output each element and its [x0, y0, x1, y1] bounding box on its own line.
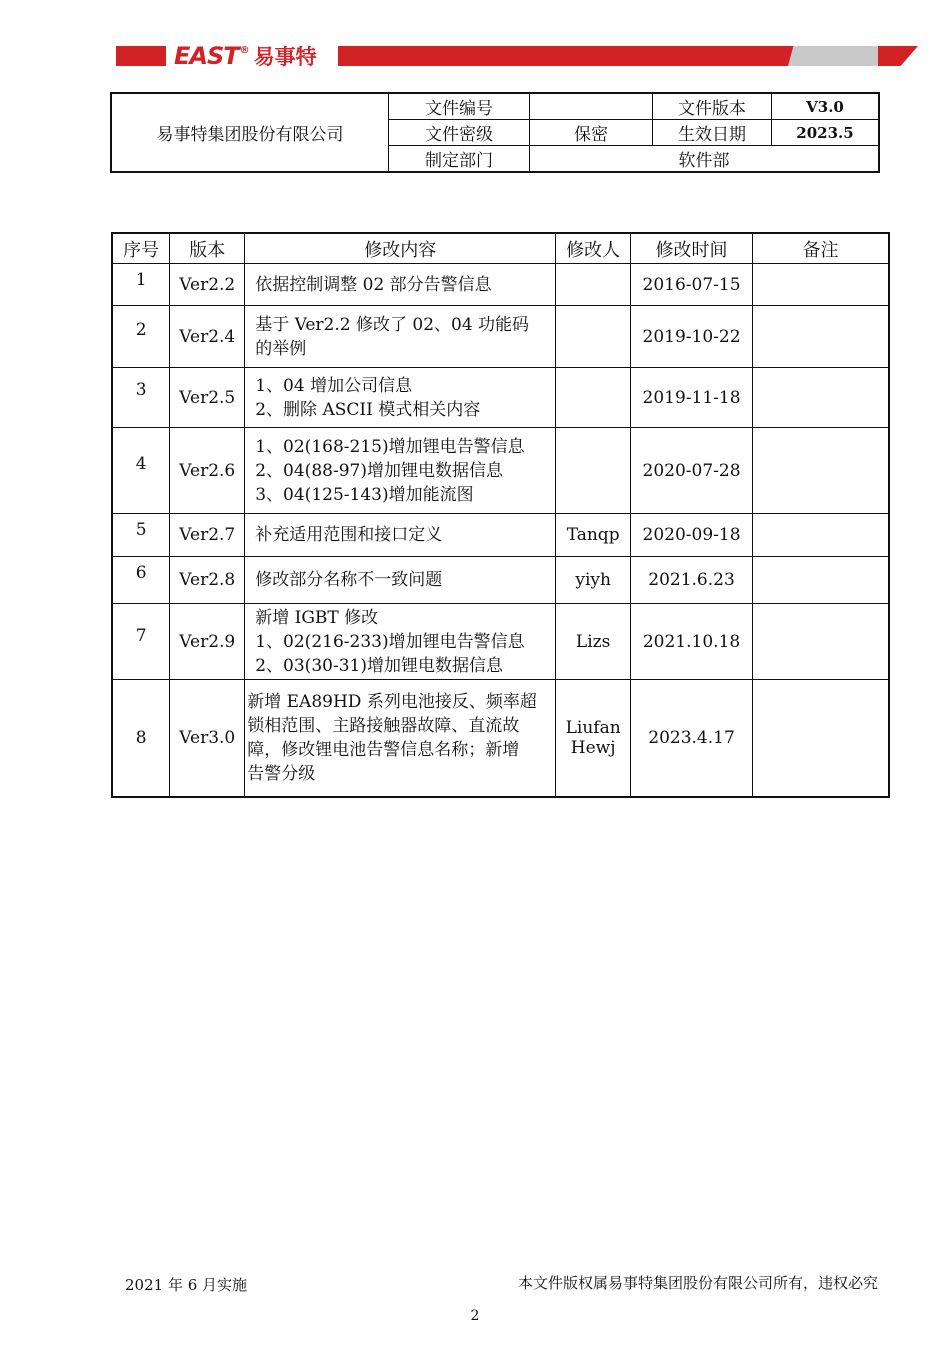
- row-version: Ver2.2: [170, 264, 245, 306]
- row-content: [245, 514, 556, 557]
- row-note: [752, 306, 889, 368]
- row-author: [556, 264, 631, 306]
- row-seq: 2: [112, 306, 170, 368]
- row-seq: 3: [112, 368, 170, 428]
- banner-red-stripe-left: [116, 46, 166, 66]
- table-row: [112, 680, 889, 797]
- row-seq: 5: [112, 514, 170, 557]
- document-info-table: [110, 92, 880, 173]
- row-author: Tanqp: [556, 514, 631, 557]
- row-version: Ver2.6: [170, 428, 245, 514]
- row-content: [245, 306, 556, 368]
- company-name: 易事特集团股份有限公司: [111, 93, 389, 172]
- file-no-value: [530, 93, 653, 120]
- row-date: 2020-07-28: [631, 428, 753, 514]
- table-row: [112, 264, 889, 306]
- row-version: Ver2.4: [170, 306, 245, 368]
- row-note: [752, 604, 889, 680]
- content-line: 依据控制调整 02 部分告警信息: [255, 274, 492, 295]
- col-header-version: 版本: [170, 233, 245, 264]
- row-content: [245, 368, 556, 428]
- content-line: 1、02(216-233)增加锂电告警信息: [255, 631, 525, 652]
- content-line: 2、03(30-31)增加锂电数据信息: [255, 655, 503, 676]
- col-header-content: 修改内容: [245, 233, 556, 264]
- revision-table: [111, 232, 890, 798]
- logo-cn: 易事特: [253, 44, 317, 69]
- content-line: 1、04 增加公司信息: [255, 375, 413, 396]
- content-line: 1、02(168-215)增加锂电告警信息: [255, 436, 525, 457]
- content-line: 新增 IGBT 修改: [255, 607, 379, 628]
- footer-copyright: 本文件版权属易事特集团股份有限公司所有，违权必究: [517, 1274, 878, 1292]
- effective-date-value: 2023.5: [772, 120, 880, 146]
- content-line: 3、04(125-143)增加能流图: [255, 484, 474, 505]
- row-author: [556, 368, 631, 428]
- footer-effective-date: 2021 年 6 月实施: [125, 1276, 248, 1294]
- row-seq: 6: [112, 557, 170, 604]
- col-header-author: 修改人: [556, 233, 631, 264]
- row-date: 2023.4.17: [631, 680, 753, 797]
- row-author: [556, 306, 631, 368]
- row-seq: 1: [112, 264, 170, 306]
- effective-date-label: 生效日期: [653, 120, 772, 146]
- content-line: 告警分级: [247, 763, 316, 784]
- content-line: 新增 EA89HD 系列电池接反、频率超: [247, 691, 537, 712]
- table-row: [112, 557, 889, 604]
- table-row: [112, 604, 889, 680]
- row-note: [752, 514, 889, 557]
- content-line: 障，修改锂电池告警信息名称；新增: [247, 739, 520, 760]
- author-line: Hewj: [570, 737, 616, 758]
- banner-grey-stripe: [788, 46, 878, 66]
- row-content: [245, 604, 556, 680]
- col-header-date: 修改时间: [631, 233, 753, 264]
- row-author: [556, 680, 631, 797]
- row-seq: 7: [112, 604, 170, 680]
- content-line: 基于 Ver2.2 修改了 02、04 功能码: [255, 314, 530, 335]
- col-header-seq: 序号: [112, 233, 170, 264]
- row-content: [245, 557, 556, 604]
- row-note: [752, 264, 889, 306]
- dept-label: 制定部门: [389, 146, 530, 173]
- content-line: 锁相范围、主路接触器故障、直流故: [247, 715, 520, 736]
- table-row: [112, 306, 889, 368]
- row-content: [245, 264, 556, 306]
- row-author: Lizs: [556, 604, 631, 680]
- secrecy-label: 文件密级: [389, 120, 530, 146]
- row-note: [752, 428, 889, 514]
- row-version: Ver2.5: [170, 368, 245, 428]
- row-author: yiyh: [556, 557, 631, 604]
- row-version: Ver3.0: [170, 680, 245, 797]
- content-line: 2、删除 ASCII 模式相关内容: [255, 399, 481, 420]
- content-line: 的举例: [255, 338, 307, 359]
- table-row: [112, 514, 889, 557]
- row-content: [245, 428, 556, 514]
- row-version: Ver2.9: [170, 604, 245, 680]
- row-version: Ver2.7: [170, 514, 245, 557]
- content-line: 2、04(88-97)增加锂电数据信息: [255, 460, 503, 481]
- content-line: 补充适用范围和接口定义: [255, 525, 443, 545]
- secrecy-value: 保密: [530, 120, 653, 146]
- header-banner: [116, 44, 878, 68]
- version-value: V3.0: [772, 93, 880, 120]
- row-date: 2021.10.18: [631, 604, 753, 680]
- page-number: 2: [470, 1308, 480, 1324]
- row-version: Ver2.8: [170, 557, 245, 604]
- revision-header-row: [112, 233, 889, 264]
- row-content: [245, 680, 556, 797]
- row-author: [556, 428, 631, 514]
- logo-en: EAST: [174, 42, 239, 70]
- table-row: [112, 428, 889, 514]
- table-row: [112, 368, 889, 428]
- row-date: 2019-10-22: [631, 306, 753, 368]
- row-date: 2016-07-15: [631, 264, 753, 306]
- file-no-label: 文件编号: [389, 93, 530, 120]
- row-seq: 8: [112, 680, 170, 797]
- version-label: 文件版本: [653, 93, 772, 120]
- row-seq: 4: [112, 428, 170, 514]
- dept-value: 软件部: [530, 146, 880, 173]
- author-line: Liufan: [565, 717, 621, 738]
- row-date: 2019-11-18: [631, 368, 753, 428]
- row-note: [752, 368, 889, 428]
- content-line: 修改部分名称不一致问题: [255, 570, 443, 590]
- logo-registered: ®: [239, 44, 250, 56]
- col-header-note: 备注: [752, 233, 889, 264]
- row-date: 2020-09-18: [631, 514, 753, 557]
- row-date: 2021.6.23: [631, 557, 753, 604]
- row-note: [752, 557, 889, 604]
- row-note: [752, 680, 889, 797]
- east-logo: [174, 42, 317, 70]
